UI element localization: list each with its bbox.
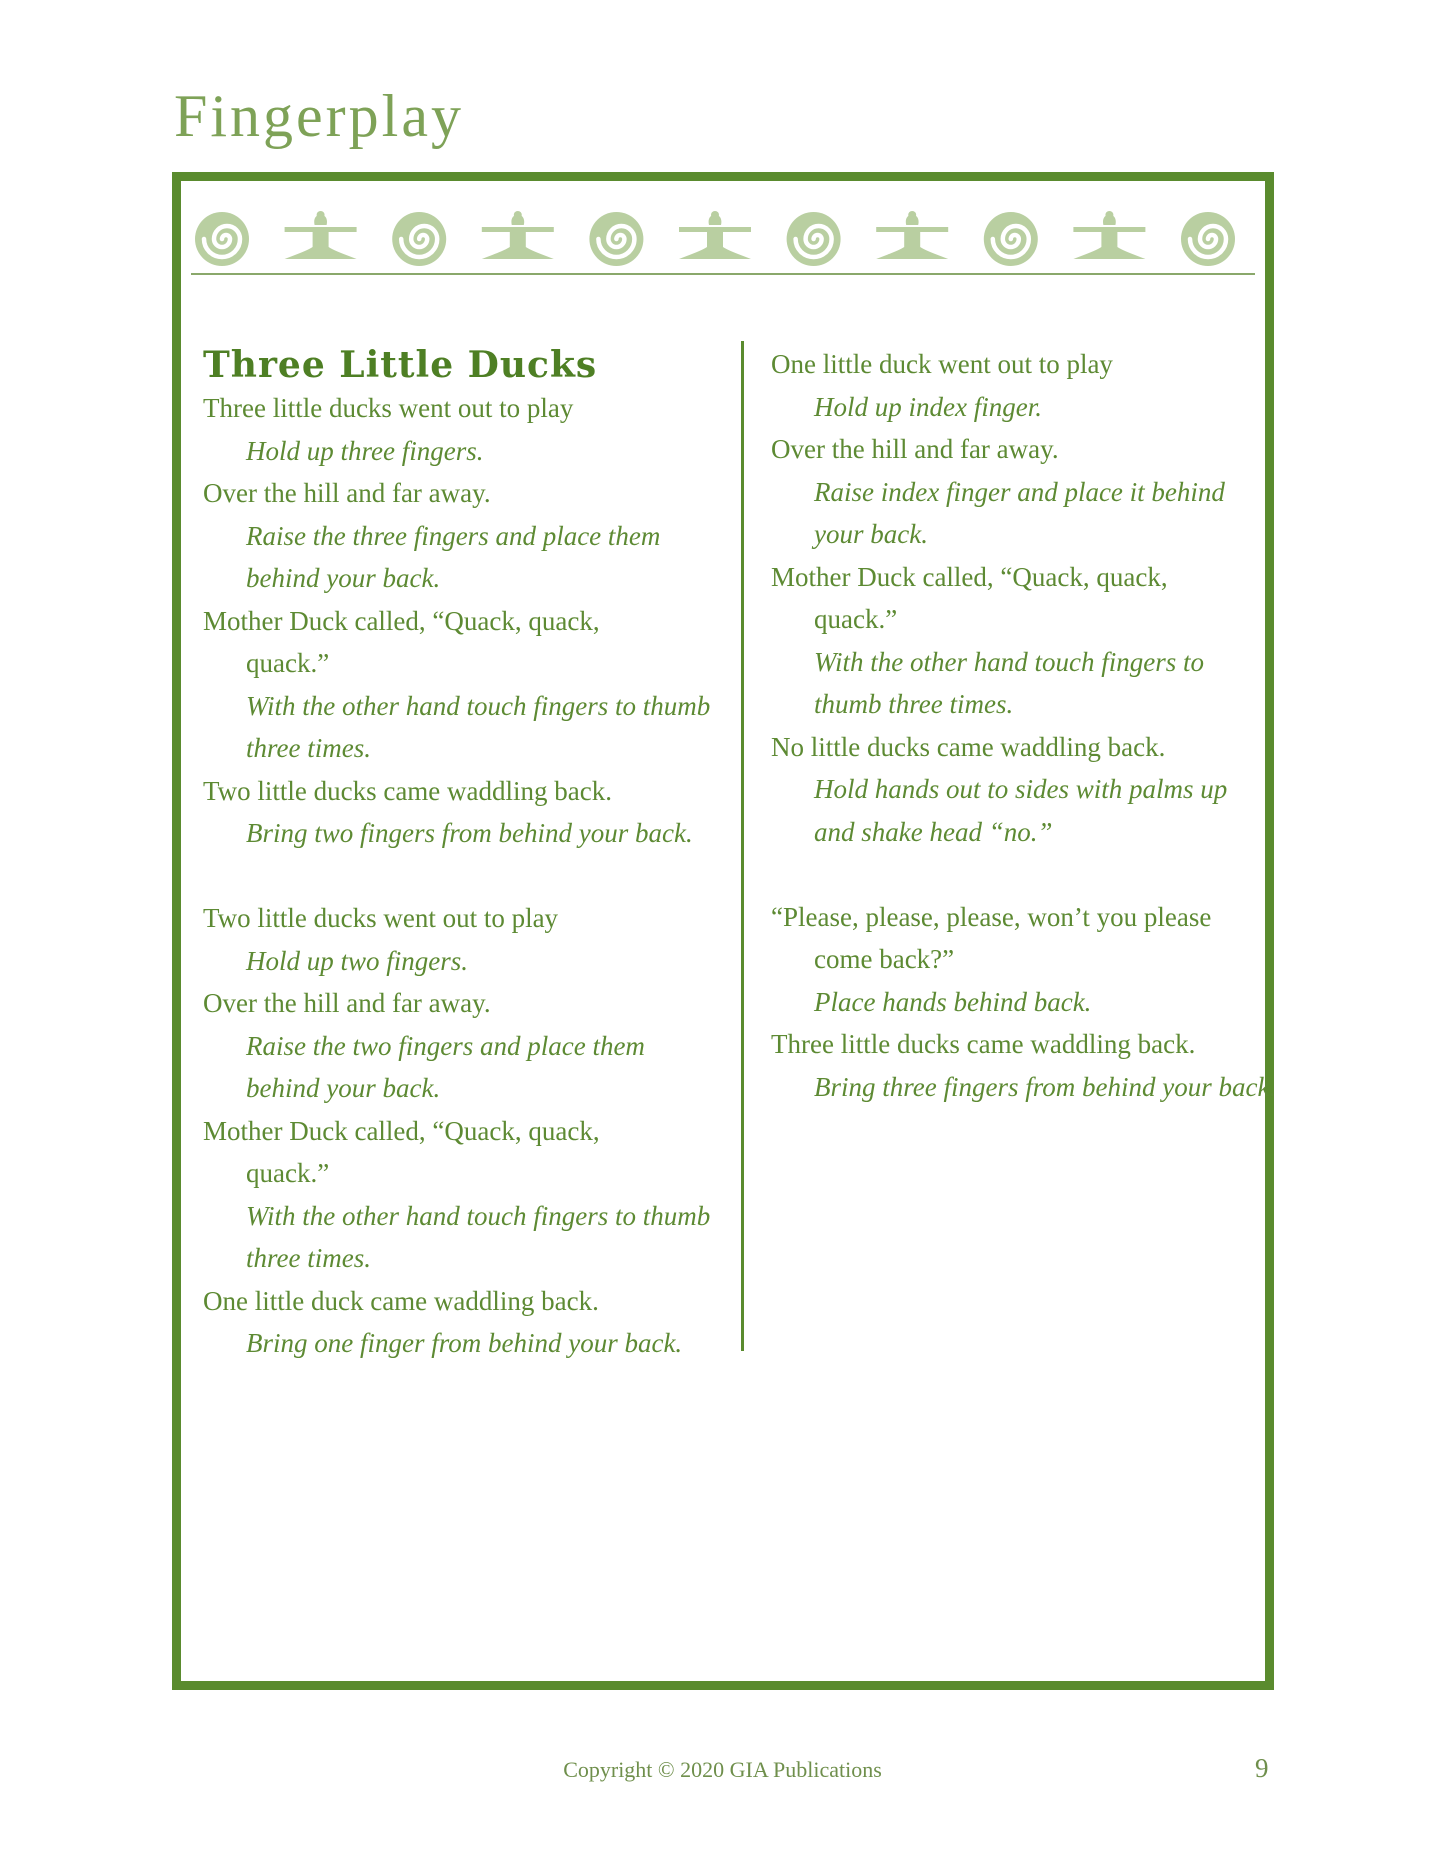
verse-line: One little duck went out to play: [771, 349, 1113, 379]
verse-line: quack.”: [246, 648, 330, 678]
poem-frame: [172, 172, 1277, 1690]
verse-line: “Please, please, please, won’t you please: [771, 901, 1212, 932]
ornament-row: [191, 193, 1255, 273]
spiral-icon: [195, 212, 249, 266]
spiral-icon: [1181, 212, 1235, 266]
action-line: With the other hand touch fingers to thumb: [246, 1200, 711, 1231]
action-line: behind your back.: [246, 563, 441, 593]
spiral-icon: [392, 212, 446, 266]
action-line: Hold hands out to sides with palms up: [814, 774, 1228, 804]
action-line: Bring two fingers from behind your back.: [246, 818, 693, 848]
verse-line: Mother Duck called, “Quack, quack,: [203, 1115, 600, 1146]
figure-icon: [482, 211, 554, 259]
verse-line: Two little ducks came waddling back.: [203, 775, 612, 806]
verse-line: Two little ducks went out to play: [203, 903, 559, 933]
verse-line: Over the hill and far away.: [203, 988, 491, 1018]
verse-line: quack.”: [814, 604, 898, 634]
action-line: behind your back.: [246, 1073, 441, 1103]
page-number: 9: [1255, 1753, 1269, 1783]
action-line: Raise the three fingers and place them: [246, 520, 661, 551]
stanza-gap: [203, 855, 723, 898]
action-line: Place hands behind back.: [814, 986, 1092, 1017]
ornament-border: [191, 193, 1255, 275]
figure-icon: [285, 211, 357, 259]
right-column: [771, 341, 1277, 1108]
verse-line: One little duck came waddling back.: [203, 1285, 599, 1316]
figure-icon: [1073, 211, 1145, 259]
verse-line: quack.”: [246, 1158, 330, 1188]
action-line: With the other hand touch fingers to: [814, 646, 1204, 677]
action-line: Hold up index finger.: [814, 391, 1042, 422]
action-line: and shake head “no.”: [814, 816, 1053, 847]
action-line: Raise the two fingers and place them: [246, 1030, 645, 1061]
action-line: Hold up three fingers.: [246, 435, 484, 466]
left-column: [203, 341, 723, 1365]
verse-line: Mother Duck called, “Quack, quack,: [771, 561, 1168, 592]
action-line: Bring three fingers from behind your back.: [814, 1071, 1277, 1102]
action-line: Raise index finger and place it behind: [814, 476, 1225, 507]
verse-line: Three little ducks went out to play: [203, 393, 574, 423]
verse-line: Over the hill and far away.: [203, 478, 491, 508]
action-line: your back.: [814, 519, 928, 549]
page-title: Fingerplay: [174, 83, 464, 149]
verse-line: Mother Duck called, “Quack, quack,: [203, 605, 600, 636]
verse-line: Three little ducks came waddling back.: [771, 1029, 1196, 1059]
verse-line: Over the hill and far away.: [771, 434, 1059, 464]
action-line: three times.: [246, 733, 371, 763]
spiral-icon: [589, 212, 643, 266]
column-divider: [741, 341, 744, 1351]
copyright-notice: Copyright © 2020 GIA Publications: [563, 1757, 882, 1782]
poem-title: Three Little Ducks: [203, 344, 598, 386]
spiral-icon: [787, 212, 841, 266]
action-line: With the other hand touch fingers to thumb: [246, 690, 711, 721]
verse-line: No little ducks came waddling back.: [771, 731, 1166, 762]
action-line: Hold up two fingers.: [246, 945, 469, 976]
action-line: thumb three times.: [814, 689, 1014, 719]
action-line: Bring one finger from behind your back.: [246, 1328, 683, 1358]
verse-line: come back?”: [814, 944, 955, 974]
stanza-gap: [771, 853, 1271, 896]
figure-icon: [876, 211, 948, 259]
figure-icon: [679, 211, 751, 259]
spiral-icon: [984, 212, 1038, 266]
action-line: three times.: [246, 1243, 371, 1273]
